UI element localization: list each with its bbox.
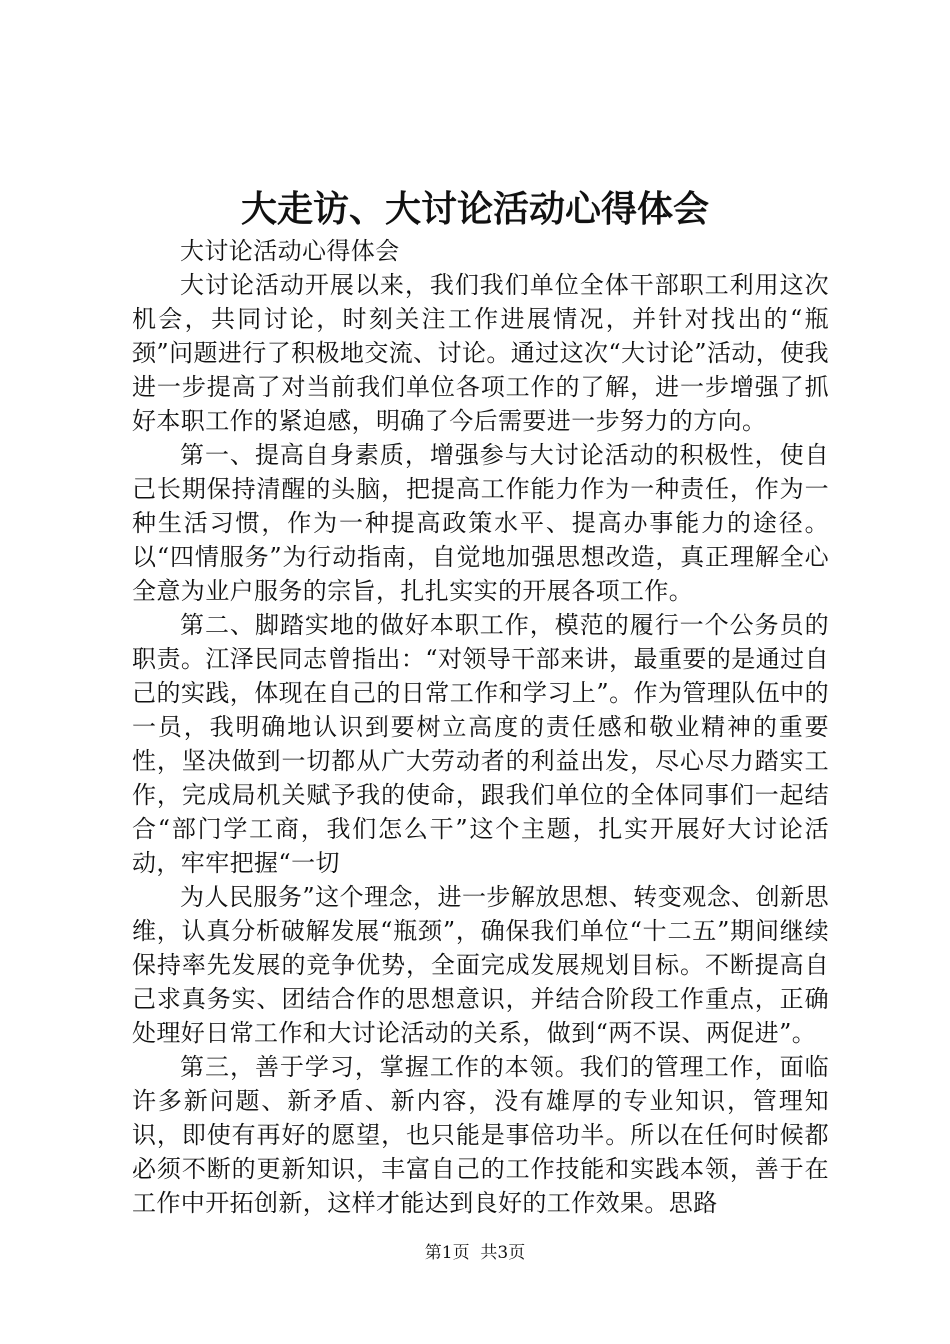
document-title: 大走访、大讨论活动心得体会 — [240, 188, 709, 230]
document-body — [132, 234, 829, 1220]
point-two-paragraph: 第二、脚踏实地的做好本职工作，模范的履行一个公务员的职责。江泽民同志曾指出：“对领导干部来讲，最重要的是通过自己的实践，体现在自己的日常工作和学习上”。作为管理队伍中的一员，我明确地认识到要树立高度的责任感和敬业精神的重要性，坚决做到一切都从广大劳动者的利益出发，尽心尽力踏实工作，完成局机关赋予我的使命，跟我们单位的全体同事们一起结合“部门学工商，我们怎么干”这个主题，扎实开展好大讨论活动，牢牢把握“一切 — [132, 611, 829, 877]
point-one-paragraph: 第一、提高自身素质，增强参与大讨论活动的积极性，使自己长期保持清醒的头脑，把提高工作能力作为一种责任，作为一种生活习惯，作为一种提高政策水平、提高办事能力的途径。以“四情服务”为行动指南，自觉地加强思想改造，真正理解全心全意为业户服务的宗旨，扎扎实实的开展各项工作。 — [132, 441, 829, 605]
page-footer — [0, 1241, 950, 1265]
intro-paragraph: 大讨论活动开展以来，我们我们单位全体干部职工利用这次机会，共同讨论，时刻关注工作进展情况，并针对找出的“瓶颈”问题进行了积极地交流、讨论。通过这次“大讨论”活动，使我进一步提高了对当前我们单位各项工作的了解，进一步增强了抓好本职工作的紧迫感，明确了今后需要进一步努力的方向。 — [132, 271, 829, 435]
point-three-paragraph: 第三，善于学习，掌握工作的本领。我们的管理工作，面临许多新问题、新矛盾、新内容，没有雄厚的专业知识，管理知识，即使有再好的愿望，也只能是事倍功半。所以在任何时候都必须不断的更新知识，丰富自己的工作技能和实践本领，善于在工作中开拓创新，这样才能达到良好的工作效果。思路 — [132, 1053, 829, 1217]
point-two-continued-paragraph: 为人民服务”这个理念，进一步解放思想、转变观念、创新思维，认真分析破解发展“瓶颈”，确保我们单位“十二五”期间继续保持率先发展的竞争优势，全面完成发展规划目标。不断提高自己求真务实、团结合作的思想意识，并结合阶段工作重点，正确处理好日常工作和大讨论活动的关系，做到“两不误、两促进”。 — [132, 883, 829, 1047]
subtitle-paragraph: 大讨论活动心得体会 — [180, 237, 400, 265]
page-number: 第1页 — [424, 1243, 470, 1263]
page-total: 共3页 — [480, 1243, 526, 1263]
